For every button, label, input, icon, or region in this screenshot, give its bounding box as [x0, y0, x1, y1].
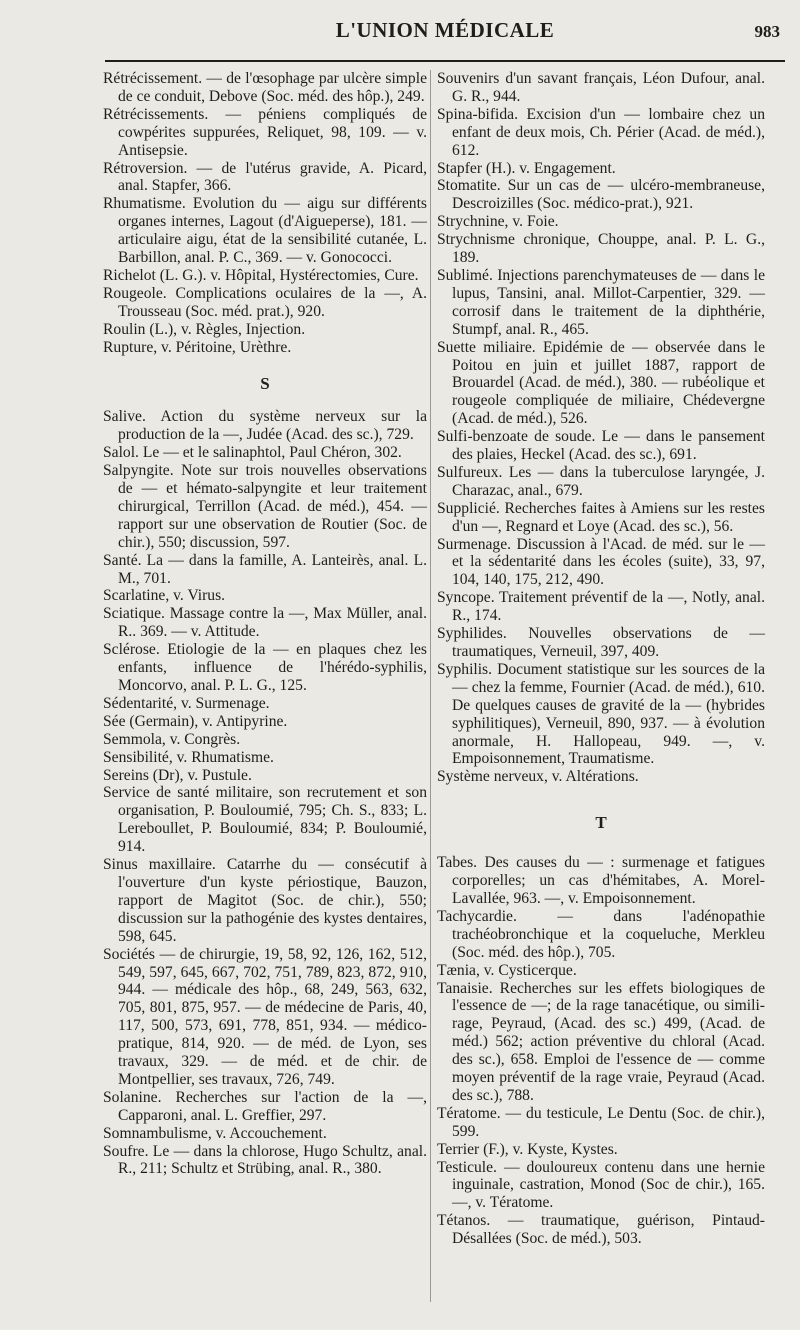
- index-entry: Sublimé. Injections parenchymateuses de — dans le lupus, Tansini, anal. Millot-Carpentier, 329. — corrosif dans le traitement de la diphthérie, Stumpf, anal. R., 465.: [437, 266, 765, 338]
- right-column: [437, 70, 765, 1248]
- index-entry: Souvenirs d'un savant français, Léon Dufour, anal. G. R., 944.: [437, 70, 765, 105]
- index-entry: Tétanos. — traumatique, guérison, Pintaud-Désallées (Soc. de méd.), 503.: [437, 1212, 765, 1248]
- left-column: [103, 70, 427, 1178]
- journal-title: L'UNION MÉDICALE: [335, 18, 555, 42]
- index-entry: Solanine. Recherches sur l'action de la —, Capparoni, anal. L. Greffier, 297.: [103, 1088, 427, 1124]
- index-entry: Stomatite. Sur un cas de — ulcéro-membraneuse, Descroizilles (Soc. médico-prat.), 921.: [437, 177, 765, 213]
- index-entry: Santé. La — dans la famille, A. Lanteirès, anal. L. M., 701.: [103, 551, 427, 587]
- index-entry: Terrier (F.), v. Kyste, Kystes.: [437, 1140, 618, 1158]
- header-rule: [105, 60, 785, 62]
- column-divider: [430, 70, 431, 1302]
- index-entry: Rupture, v. Péritoine, Urèthre.: [103, 338, 292, 356]
- index-entry: Richelot (L. G.). v. Hôpital, Hystérectomies, Cure.: [103, 266, 419, 284]
- index-entry: Tanaisie. Recherches sur les effets biologiques de l'essence de —; de la rage tanacétique, ou simili-rage, Peyraud, (Acad. des sc.) 499, (Acad. de méd.) 562; action préventive du chloral (Acad. des sc.), 658. Emploi de l'essence de — comme moyen préventif de la rage vraie, Peyraud (Acad. des sc.), 788.: [437, 979, 765, 1104]
- index-entry: Sereins (Dr), v. Pustule.: [103, 766, 252, 784]
- index-entry: Rétroversion. — de l'utérus gravide, A. Picard, anal. Stapfer, 366.: [103, 159, 427, 195]
- index-entry: Tachycardie. — dans l'adénopathie trachéobronchique et la coqueluche, Merkleu (Soc. méd. des hôp.), 705.: [437, 907, 765, 961]
- index-entry: Syncope. Traitement préventif de la —, Notly, anal. R., 174.: [437, 589, 765, 625]
- index-entry: Sciatique. Massage contre la —, Max Müller, anal. R.. 369. — v. Attitude.: [103, 605, 427, 641]
- running-header: [100, 16, 790, 50]
- index-entry: Spina-bifida. Excision d'un — lombaire chez un enfant de deux mois, Ch. Périer (Acad. de méd.), 612.: [437, 105, 765, 159]
- index-entry: Testicule. — douloureux contenu dans une hernie inguinale, castration, Monod (Soc de chir.), 165. —, v. Tératome.: [437, 1158, 765, 1212]
- index-entry: Sulfureux. Les — dans la tuberculose laryngée, J. Charazac, anal., 679.: [437, 463, 765, 499]
- index-entry: Strychnisme chronique, Chouppe, anal. P. L. G., 189.: [437, 231, 765, 267]
- section-letter-s: S: [260, 373, 270, 393]
- index-entry: Suette miliaire. Epidémie de — observée dans le Poitou en juin et juillet 1887, rapport de Brouardel (Acad. de méd.), 380. — rubéolique et rougeole compliquée de miliaire, Chédevergne (Acad. de méd.), 526.: [437, 338, 765, 428]
- index-entry: Tabes. Des causes du — : surmenage et fatigues corporelles; un cas d'hémitabes, A. Morel-Lavallée, 963. —, v. Empoisonnement.: [437, 854, 765, 907]
- index-entry: Semmola, v. Congrès.: [103, 730, 241, 748]
- s-entries-right: [437, 70, 765, 786]
- index-entry: Rougeole. Complications oculaires de la —, A. Trousseau (Soc. méd. prat.), 920.: [103, 284, 427, 320]
- index-entry: Sinus maxillaire. Catarrhe du — consécutif à l'ouverture d'un kyste périostique, Bauzon, rapport de Magitot (Soc. de chir.), 550; discussion sur la pathogénie des kystes dentaires, 598, 645.: [103, 856, 427, 945]
- index-entry: Somnambulisme, v. Accouchement.: [103, 1124, 327, 1142]
- index-entry: Rétrécissements. — péniens compliqués de cowpérites suppurées, Reliquet, 98, 109. — v. Antisepsie.: [103, 105, 427, 159]
- index-entry: Rhumatisme. Evolution du — aigu sur différents organes internes, Lagout (d'Aigueperse), 181. — articulaire aigu, état de la sensibilité cutanée, L. Barbillon, anal. P. C., 369. — v. Gonococci.: [103, 195, 427, 267]
- index-entry: Rétrécissement. — de l'œsophage par ulcère simple de ce conduit, Debove (Soc. méd. des hôp.), 249.: [103, 70, 427, 105]
- index-entry: Service de santé militaire, son recrutement et son organisation, P. Bouloumié, 795; Ch. S., 833; L. Lereboullet, P. Bouloumié, 834; P. Bouloumié, 914.: [103, 784, 427, 856]
- index-entry: Tératome. — du testicule, Le Dentu (Soc. de chir.), 599.: [437, 1104, 765, 1140]
- index-entry: Strychnine, v. Foie.: [437, 213, 559, 231]
- index-entry: Syphilis. Document statistique sur les sources de la — chez la femme, Fournier (Acad. de méd.), 610. De quelques causes de gravité de la — (hybrides syphilitiques), Verneuil, 890, 937. — à évolution anormale, H. Hallopeau, 949. —, v. Empoisonnement, Traumatisme.: [437, 660, 765, 768]
- index-entry: Scarlatine, v. Virus.: [103, 587, 226, 605]
- index-entry: Surmenage. Discussion à l'Acad. de méd. sur le — et la sédentarité dans les écoles (suite), 33, 97, 104, 140, 175, 212, 490.: [437, 535, 765, 589]
- index-entry: Sulfi-benzoate de soude. Le — dans le pansement des plaies, Heckel (Acad. des sc.), 691.: [437, 428, 765, 464]
- index-entry: Système nerveux, v. Altérations.: [437, 768, 639, 786]
- index-entry: Soufre. Le — dans la chlorose, Hugo Schultz, anal. R., 211; Schultz et Strübing, anal. R., 380.: [103, 1142, 427, 1178]
- index-entry: Sclérose. Etiologie de la — en plaques chez les enfants, influence de l'hérédo-syphilis, Moncorvo, anal. P. L. G., 125.: [103, 641, 427, 694]
- index-entry: Sée (Germain), v. Antipyrine.: [103, 712, 288, 730]
- s-entries-left: [103, 408, 427, 1178]
- page-number: 983: [754, 22, 780, 41]
- index-entry: Supplicié. Recherches faites à Amiens sur les restes d'un —, Regnard et Loye (Acad. des sc.), 56.: [437, 499, 765, 535]
- t-entries: [437, 854, 765, 1248]
- index-entry: Salpyngite. Note sur trois nouvelles observations de — et hémato-salpyngite et leur traitement chirurgical, Terrillon (Acad. de méd.), 454. — rapport sur une observation de Routier (Soc. de chir.), 550; discussion, 597.: [103, 462, 427, 551]
- section-letter-t: T: [595, 813, 607, 833]
- index-entry: Sociétés — de chirurgie, 19, 58, 92, 126, 162, 512, 549, 597, 645, 667, 702, 751, 789, 823, 872, 910, 944. — médicale des hôp., 68, 249, 563, 632, 705, 801, 875, 957. — de médecine de Paris, 40, 117, 500, 573, 691, 778, 851, 934. — médico-pratique, 814, 920. — de méd. de Lyon, ses travaux, 329. — de méd. et de chir. de Montpellier, ses travaux, 726, 749.: [103, 945, 427, 1088]
- index-entry: Sensibilité, v. Rhumatisme.: [103, 748, 274, 766]
- index-entry: Stapfer (H.). v. Engagement.: [437, 159, 616, 177]
- index-entry: Syphilides. Nouvelles observations de — traumatiques, Verneuil, 397, 409.: [437, 625, 765, 660]
- index-entry: Sédentarité, v. Surmenage.: [103, 694, 270, 712]
- r-entries: [103, 70, 427, 357]
- index-entry: Salol. Le — et le salinaphtol, Paul Chéron, 302.: [103, 444, 402, 462]
- index-entry: Salive. Action du système nerveux sur la production de la —, Judée (Acad. des sc.), 729.: [103, 408, 427, 444]
- index-entry: Roulin (L.), v. Règles, Injection.: [103, 320, 306, 338]
- index-entry: Tænia, v. Cysticerque.: [437, 961, 577, 979]
